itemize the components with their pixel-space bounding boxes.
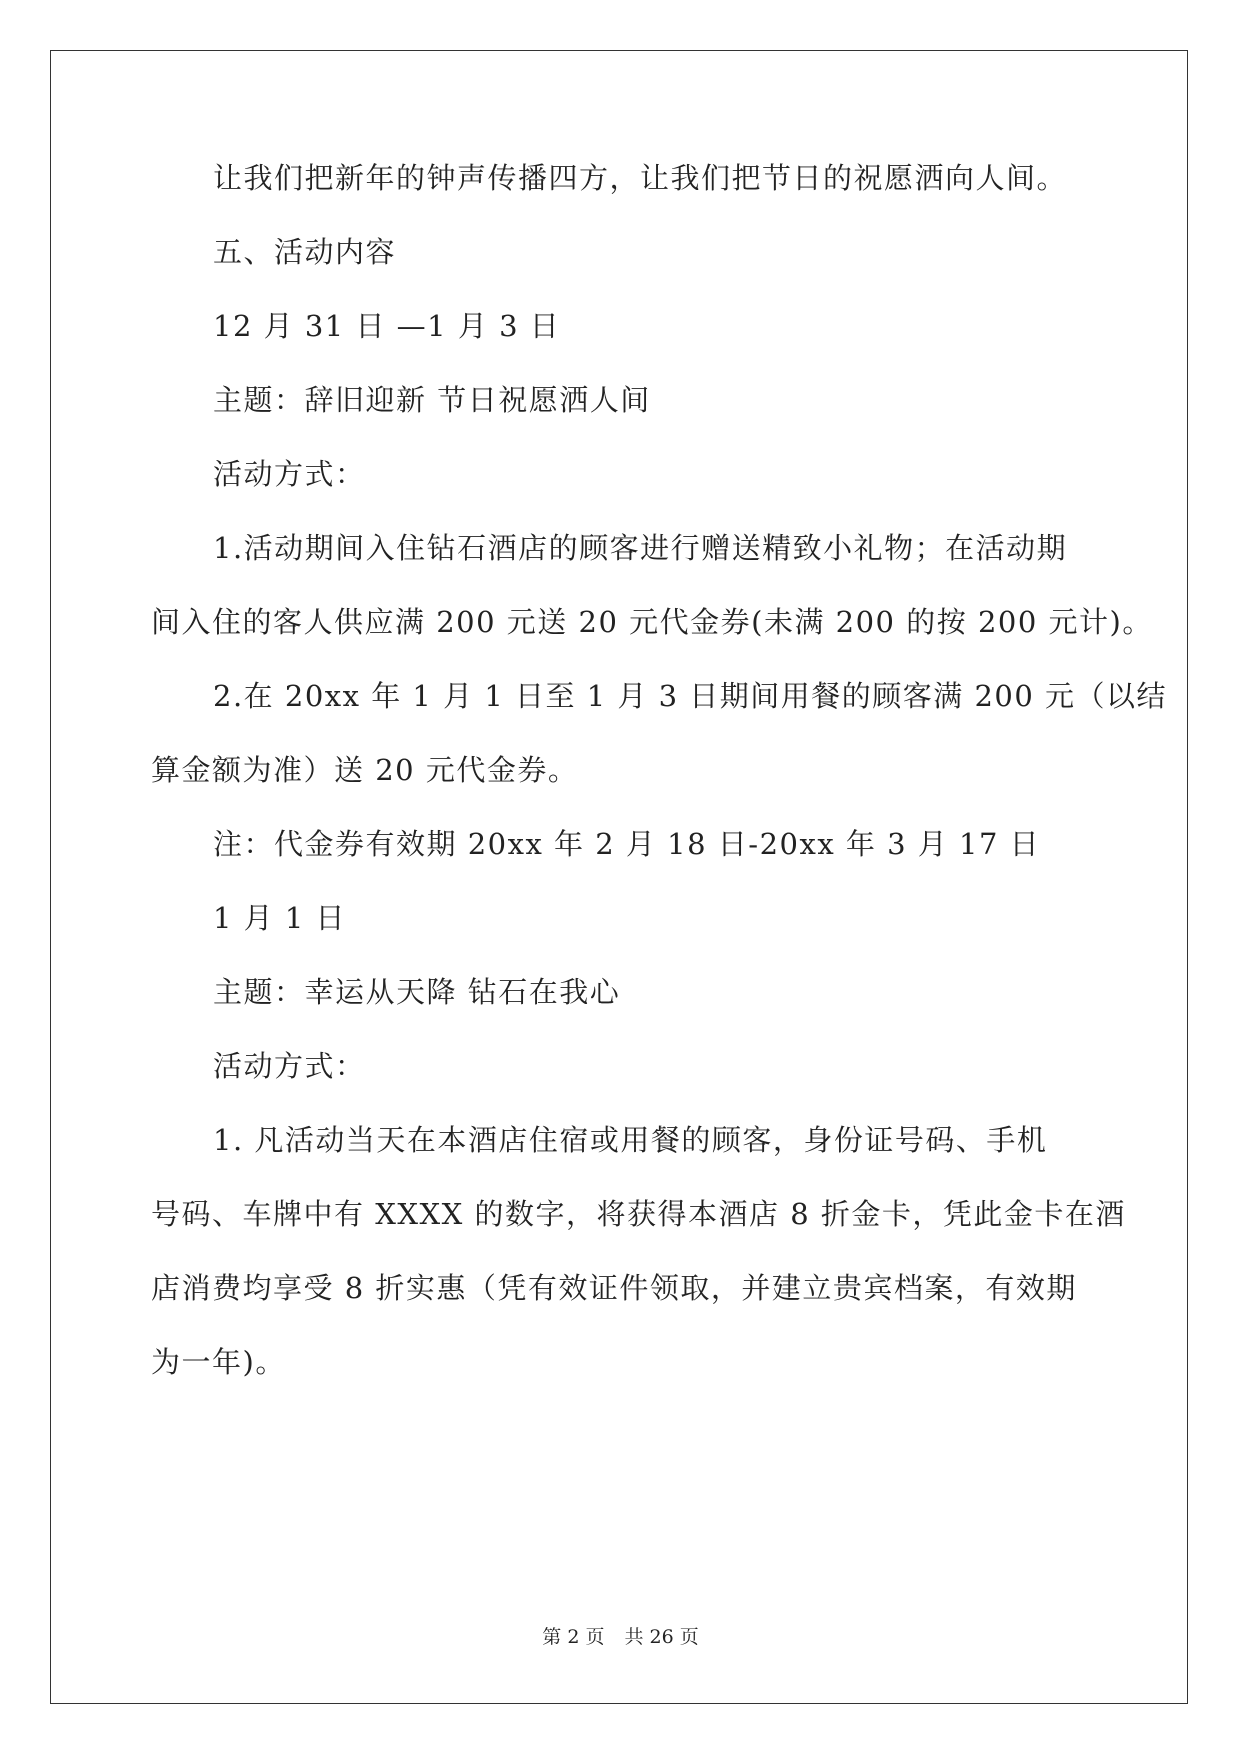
method-heading: 活动方式： bbox=[213, 1049, 366, 1083]
page-footer bbox=[0, 1624, 1241, 1650]
page-border bbox=[50, 50, 1188, 1704]
paragraph-line: 让我们把新年的钟声传播四方，让我们把节日的祝愿洒向人间。 bbox=[213, 161, 1068, 195]
page-total: 共 26 页 bbox=[624, 1626, 699, 1648]
page-number: 第 2 页 bbox=[542, 1626, 605, 1648]
paragraph-line: 店消费均享受 8 折实惠（凭有效证件领取，并建立贵宾档案，有效期 bbox=[151, 1271, 1077, 1305]
paragraph-line: 2.在 20xx 年 1 月 1 日至 1 月 3 日期间用餐的顾客满 200 元（以结 bbox=[213, 679, 1168, 713]
note-line: 注：代金券有效期 20xx 年 2 月 18 日-20xx 年 3 月 17 日 bbox=[213, 827, 1041, 861]
paragraph-line: 间入住的客人供应满 200 元送 20 元代金券(未满 200 的按 200 元计)。 bbox=[151, 605, 1153, 639]
paragraph-line: 1.活动期间入住钻石酒店的顾客进行赠送精致小礼物；在活动期 bbox=[213, 531, 1068, 565]
date-line: 1 月 1 日 bbox=[213, 901, 347, 935]
method-heading: 活动方式： bbox=[213, 457, 366, 491]
theme-line: 主题：幸运从天降 钻石在我心 bbox=[213, 975, 621, 1009]
section-heading: 五、活动内容 bbox=[213, 235, 397, 269]
paragraph-line: 算金额为准）送 20 元代金券。 bbox=[151, 753, 579, 787]
paragraph-line: 号码、车牌中有 XXXX 的数字，将获得本酒店 8 折金卡，凭此金卡在酒 bbox=[151, 1197, 1126, 1231]
paragraph-line: 1. 凡活动当天在本酒店住宿或用餐的顾客，身份证号码、手机 bbox=[213, 1123, 1048, 1157]
theme-line: 主题：辞旧迎新 节日祝愿洒人间 bbox=[213, 383, 651, 417]
paragraph-line: 为一年)。 bbox=[151, 1345, 286, 1379]
date-range: 12 月 31 日 —1 月 3 日 bbox=[213, 309, 561, 343]
